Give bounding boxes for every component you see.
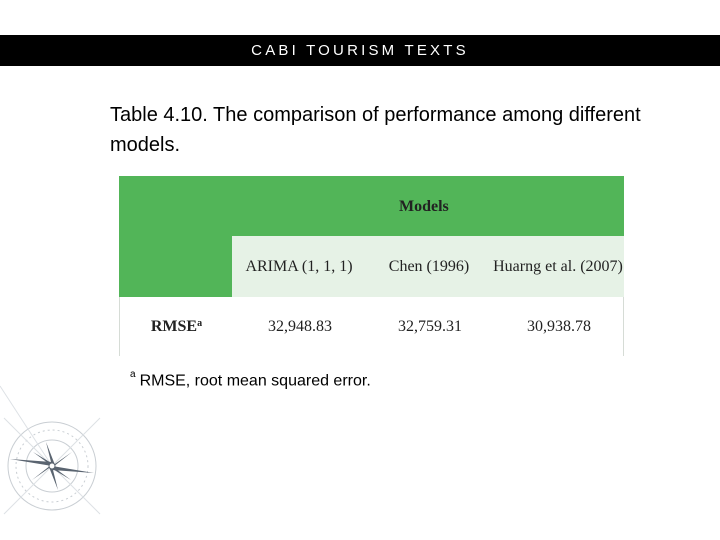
cell-huarng-rmse: 30,938.78 <box>527 317 591 335</box>
footnote-text: RMSE, root mean squared error. <box>139 372 371 390</box>
cell-arima-rmse: 32,948.83 <box>268 317 332 335</box>
models-group-header: Models <box>399 198 449 215</box>
row-header-superscript: a <box>197 318 203 329</box>
footnote-marker: a <box>130 369 136 380</box>
comparison-table <box>119 176 624 356</box>
table-group-header-row <box>119 176 624 236</box>
cell-chen-rmse: 32,759.31 <box>398 317 462 335</box>
column-header-chen: Chen (1996) <box>388 257 470 275</box>
compass-rose-icon <box>0 366 130 540</box>
table-footnote <box>130 371 371 390</box>
column-header-arima: ARIMA (1, 1, 1) <box>245 257 353 275</box>
table-row <box>119 297 624 356</box>
banner-text: CABI TOURISM TEXTS <box>251 42 469 59</box>
column-header-huarng: Huarng et al. (2007) <box>493 257 623 275</box>
row-header-rmse <box>120 297 233 356</box>
banner <box>0 35 720 66</box>
table-corner-cell <box>119 236 232 297</box>
row-header-label: RMSE <box>150 317 198 335</box>
table-column-header-row <box>232 236 624 297</box>
slide-title: Table 4.10. The comparison of performance among different models. <box>110 104 641 156</box>
